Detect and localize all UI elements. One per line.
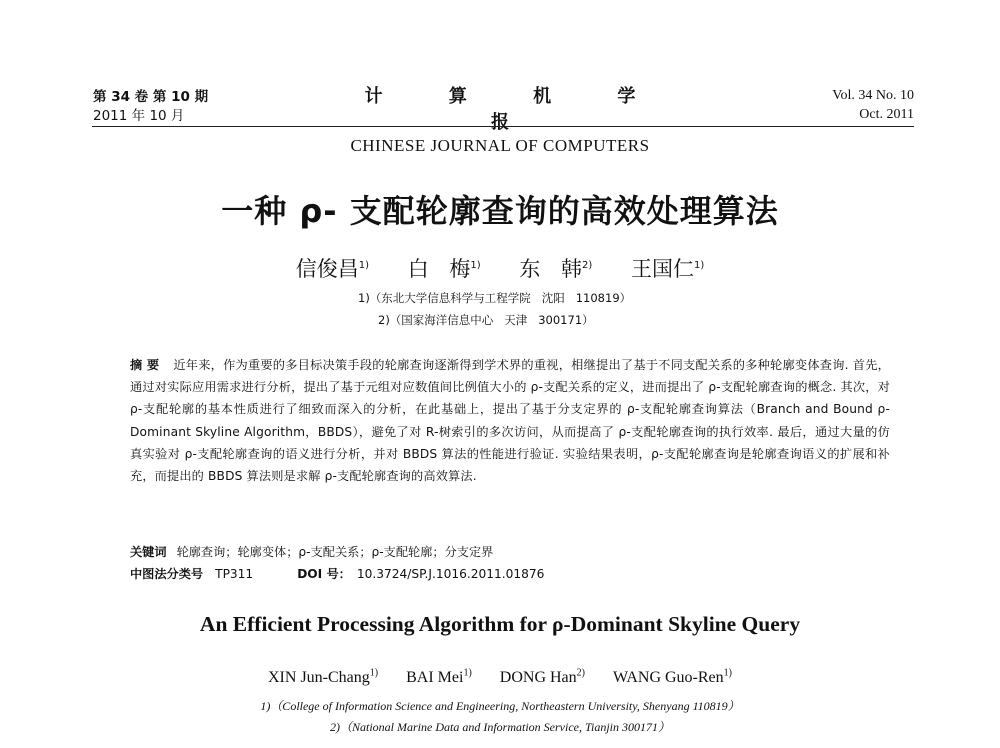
affiliation-en-2: 2)（National Marine Data and Information Service, Tianjin 300171） [330, 720, 670, 734]
journal-issue-info-cn [93, 88, 208, 126]
classification-code: TP311 [215, 567, 254, 581]
date-cn: 2011 年 10 月 [93, 108, 185, 124]
authors-en [0, 669, 1000, 687]
journal-issue-info-en [832, 86, 914, 124]
author-en: WANG Guo-Ren$^{1)}$ [613, 667, 732, 686]
journal-name-cn: 计 算 机 学 报 [364, 86, 666, 133]
journal-name-en: CHINESE JOURNAL OF COMPUTERS [350, 136, 650, 155]
keywords-text: 轮廓查询；轮廓变体；ρ-支配关系；ρ-支配轮廓；分支定界 [176, 545, 494, 559]
affiliation-en-1: 1)（College of Information Science and Engineering, Northeastern University, Shenyang 110819） [260, 699, 740, 713]
header-rule [92, 126, 914, 127]
keywords-cn [130, 542, 890, 563]
classification-label: 中图法分类号 [130, 567, 204, 581]
volume-en: Vol. 34 No. 10 [832, 88, 914, 103]
authors-cn [0, 253, 1000, 283]
classification-line [130, 564, 544, 585]
date-en: Oct. 2011 [859, 107, 914, 122]
doi-label: DOI 号： [297, 567, 351, 581]
abstract-cn [130, 354, 890, 487]
doi-value: 10.3724/SP.J.1016.2011.01876 [356, 567, 545, 581]
author-en: DONG Han$^{2)}$ [499, 667, 585, 686]
author-cn: 信俊昌$^{1)}$ [295, 257, 370, 281]
author-cn: 白 梅$^{1)}$ [407, 257, 481, 281]
journal-name [330, 82, 670, 156]
paper-title-cn: 一种 ρ- 支配轮廓查询的高效处理算法 [221, 192, 779, 230]
paper-title-en: An Efficient Processing Algorithm for ρ-Dominant Skyline Query [199, 612, 801, 636]
author-en: XIN Jun-Chang$^{1)}$ [268, 667, 379, 686]
affiliation-cn-2: 2)（国家海洋信息中心 天津 300171） [378, 313, 594, 327]
abstract-label: 摘 要 [130, 358, 160, 372]
abstract-text: 近年来，作为重要的多目标决策手段的轮廓查询逐渐得到学术界的重视，相继提出了基于不同支配关系的多种轮廓变体查询. 首先，通过对实际应用需求进行分析，提出了基于元组对应数值间比例值大小的 ρ-支配关系的定义，进而提出了 ρ-支配轮廓查询的概念. 其次，对 ρ-支配轮廓的基本性质进行了细致而深入的分析，在此基础上，提出了基于分支定界的 ρ-支配轮廓查询算法（Branch and Bound ρ-Dominant Skyline Algorithm，BBDS），避免了对 R-树索引的多次访问，从而提高了 ρ-支配轮廓查询的执行效率. 最后，通过大量的仿真实验对 ρ-支配轮廓查询的语义进行分析，并对 BBDS 算法的性能进行验证. 实验结果表明，ρ-支配轮廓查询是轮廓查询语义的扩展和补充，而提出的 BBDS 算法则是求解 ρ-支配轮廓查询的高效算法. [130, 358, 890, 484]
author-cn: 王国仁$^{1)}$ [630, 257, 705, 281]
keywords-label: 关键词 [130, 545, 167, 559]
volume-cn: 第 34 卷 第 10 期 [93, 89, 209, 105]
author-cn: 东 韩$^{2)}$ [519, 257, 593, 281]
affiliation-cn-1: 1)（东北大学信息科学与工程学院 沈阳 110819） [358, 291, 632, 305]
author-en: BAI Mei$^{1)}$ [406, 667, 472, 686]
